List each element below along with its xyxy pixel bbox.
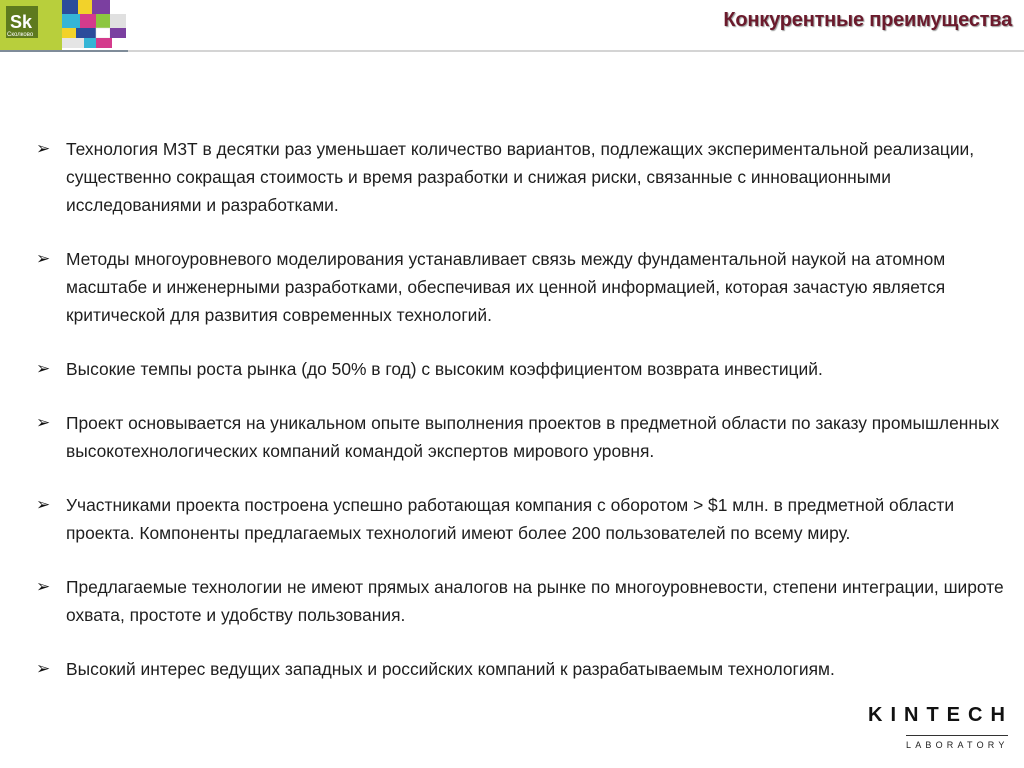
logo-tile: [110, 28, 126, 38]
kintech-logo: [868, 704, 1012, 754]
list-item: [36, 409, 1006, 465]
skolkovo-logo: [0, 0, 128, 50]
logo-tile: [92, 0, 110, 14]
arrow-bullet-icon: ➢: [36, 495, 51, 514]
list-item-text: Высокий интерес ведущих западных и российских компаний к разрабатываемым технологиям.: [66, 659, 835, 679]
list-item-text: Высокие темпы роста рынка (до 50% в год) с высоким коэффициентом возврата инвестиций.: [66, 359, 823, 379]
list-item: [36, 355, 1006, 383]
kintech-logo-name: KINTECH: [868, 704, 1013, 726]
logo-tile: [78, 0, 92, 14]
arrow-bullet-icon: ➢: [36, 249, 51, 268]
list-item: [36, 245, 1006, 329]
list-item: [36, 491, 1006, 547]
logo-tile: [76, 28, 96, 38]
skolkovo-logo-graphic: [0, 0, 128, 50]
logo-tile: [62, 28, 76, 38]
logo-tile: [110, 14, 126, 28]
logo-tile: [96, 38, 112, 48]
arrow-bullet-icon: ➢: [36, 139, 51, 158]
logo-tile: [80, 14, 96, 28]
logo-tile: [62, 14, 80, 28]
header-divider-left: [0, 50, 128, 52]
list-item: [36, 655, 1006, 683]
advantages-list: [36, 135, 1006, 683]
list-item-text: Методы многоуровневого моделирования устанавливает связь между фундаментальной наукой на атомном масштабе и инженерными разработками, обеспечивая их ценной информацией, которая зачастую является критической для развития современных технологий.: [66, 249, 946, 325]
arrow-bullet-icon: ➢: [36, 359, 51, 378]
list-item-text: Проект основывается на уникальном опыте выполнения проектов в предметной области по заказу промышленных высокотехнологических компаний командой экспертов мирового уровня.: [66, 413, 1000, 461]
kintech-logo-subtitle: LABORATORY: [906, 740, 1009, 750]
list-item: [36, 135, 1006, 219]
logo-tile: [62, 38, 84, 48]
logo-tile: [84, 38, 96, 48]
logo-tile: [96, 14, 110, 28]
header-divider: [128, 50, 1024, 52]
kintech-logo-rule: [906, 735, 1008, 736]
list-item-text: Предлагаемые технологии не имеют прямых аналогов на рынке по многоуровневости, степени интеграции, широте охвата, простоте и удобству пользования.: [66, 577, 1004, 625]
list-item: [36, 573, 1006, 629]
logo-text: Sk: [10, 12, 33, 32]
arrow-bullet-icon: ➢: [36, 577, 51, 596]
list-item-text: Технология М3Т в десятки раз уменьшает количество вариантов, подлежащих экспериментальной реализации, существенно сокращая стоимость и время разработки и снижая риски, связанные с инновационными исследованиями и разработками.: [66, 139, 975, 215]
list-item-text: Участниками проекта построена успешно работающая компания с оборотом > $1 млн. в предметной области проекта. Компоненты предлагаемых технологий имеют более 200 пользователей по всему миру.: [66, 495, 955, 543]
arrow-bullet-icon: ➢: [36, 413, 51, 432]
arrow-bullet-icon: ➢: [36, 659, 51, 678]
logo-tile: [96, 28, 110, 38]
page-title: Конкурентные преимущества: [723, 9, 1012, 31]
logo-subtext: Сколково: [7, 32, 34, 38]
logo-tile: [62, 0, 78, 14]
